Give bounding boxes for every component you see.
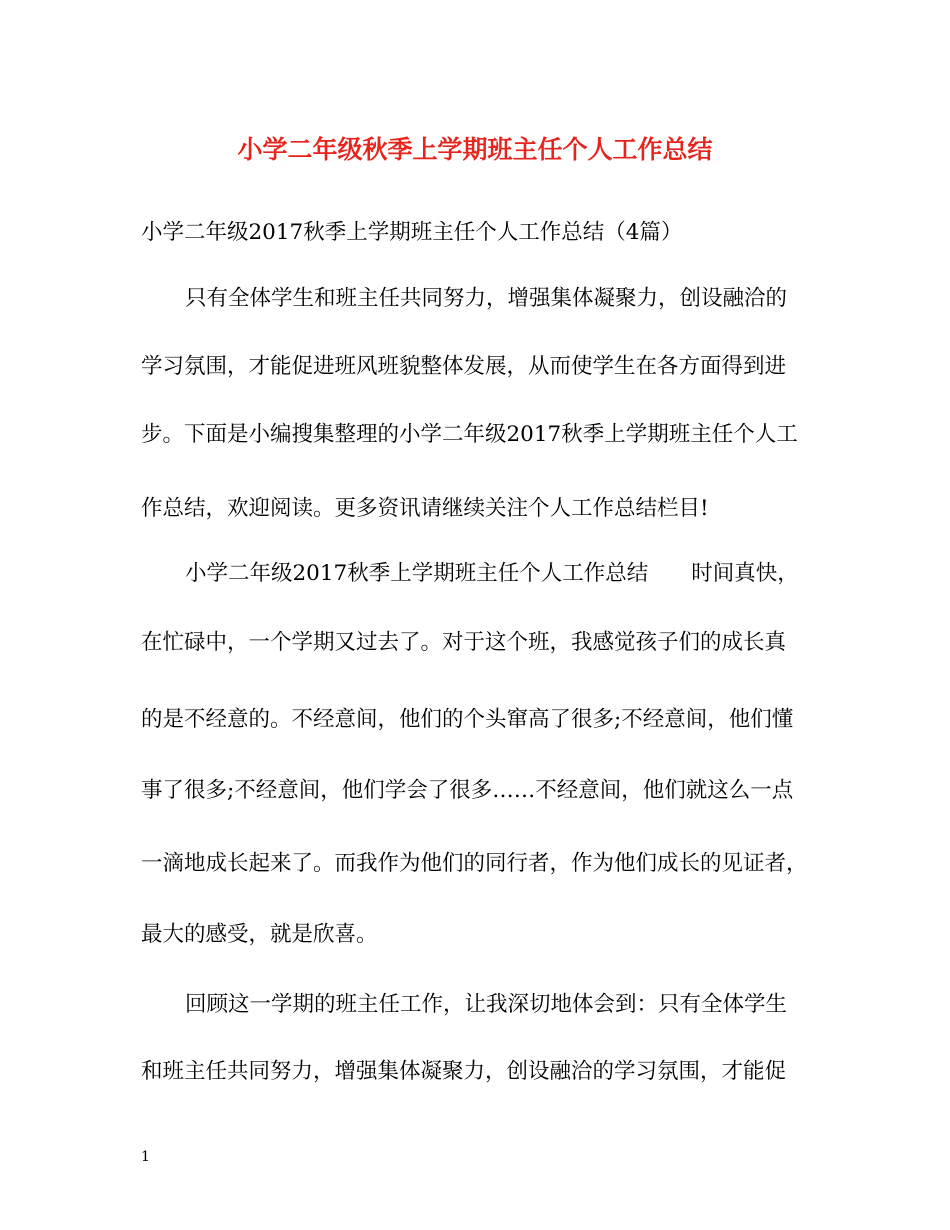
paragraph-line: 的是不经意的。不经意间，他们的个头窜高了很多;不经意间，他们懂 bbox=[141, 707, 794, 732]
paragraph-line: 事了很多;不经意间，他们学会了很多……不经意间，他们就这么一点 bbox=[141, 778, 794, 803]
paragraph-line: 学习氛围，才能促进班风班貌整体发展，从而使学生在各方面得到进 bbox=[141, 354, 787, 379]
document-title: 小学二年级秋季上学期班主任个人工作总结 bbox=[237, 135, 713, 164]
paragraph-line: 只有全体学生和班主任共同努力，增强集体凝聚力，创设融洽的 bbox=[185, 286, 788, 311]
paragraph-line: 在忙碌中，一个学期又过去了。对于这个班，我感觉孩子们的成长真 bbox=[141, 630, 787, 655]
paragraph-line: 作总结，欢迎阅读。更多资讯请继续关注个人工作总结栏目! bbox=[141, 496, 709, 521]
paragraph-line: 回顾这一学期的班主任工作，让我深切地体会到：只有全体学生 bbox=[185, 992, 788, 1017]
subtitle-line: 小学二年级2017秋季上学期班主任个人工作总结（4篇） bbox=[141, 220, 683, 245]
paragraph-line: 和班主任共同努力，增强集体凝聚力，创设融洽的学习氛围，才能促 bbox=[141, 1059, 787, 1084]
paragraph-line: 最大的感受，就是欣喜。 bbox=[141, 922, 378, 947]
paragraph-line: 小学二年级2017秋季上学期班主任个人工作总结 时间真快， bbox=[185, 561, 799, 586]
paragraph-line: 一滴地成长起来了。而我作为他们的同行者，作为他们成长的见证者， bbox=[141, 851, 808, 876]
page-number: 1 bbox=[141, 1149, 150, 1165]
paragraph-line: 步。下面是小编搜集整理的小学二年级2017秋季上学期班主任个人工 bbox=[141, 422, 798, 447]
